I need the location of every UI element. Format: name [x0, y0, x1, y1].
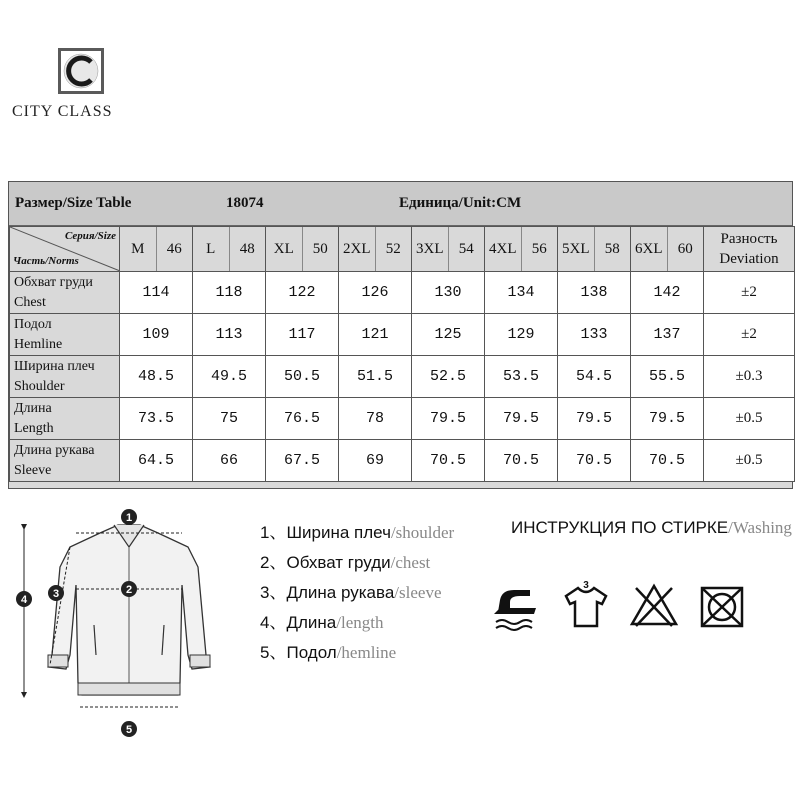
size-col-6: [558, 227, 631, 272]
measurement-cell: 70.5: [558, 440, 631, 482]
washing-title: [511, 518, 792, 538]
norm-label-ru: Обхват груди: [14, 274, 93, 290]
table-row: [10, 440, 795, 482]
deviation-cell: ±0.5: [704, 440, 795, 482]
size-col-3: [339, 227, 412, 272]
size-letter: L: [193, 227, 230, 271]
measurement-cell: 130: [412, 272, 485, 314]
measurement-cell: 117: [266, 314, 339, 356]
table-title: Размер/Size Table: [15, 195, 132, 211]
measurement-cell: 114: [120, 272, 193, 314]
table-header: [9, 182, 792, 226]
no-tumble-dry-icon: [694, 578, 750, 634]
model-number: 18074: [226, 195, 264, 211]
measurement-cell: 133: [558, 314, 631, 356]
size-letter: 6XL: [631, 227, 668, 271]
marker-1-label: 1: [125, 512, 133, 524]
measurement-cell: 51.5: [339, 356, 412, 398]
marker-5: [121, 721, 137, 737]
marker-3-label: 3: [52, 588, 60, 600]
measurement-cell: 55.5: [631, 356, 704, 398]
legend-num: 3、: [260, 583, 287, 602]
brand-name: CITY CLASS: [12, 103, 113, 120]
size-col-2: [266, 227, 339, 272]
size-letter: 2XL: [339, 227, 376, 271]
size-number: 48: [239, 240, 255, 257]
legend-ru: Подол: [286, 643, 337, 662]
legend-en: /sleeve: [394, 583, 442, 602]
size-grid: [9, 226, 795, 482]
norm-label-en: Chest: [14, 294, 46, 310]
size-letter: 3XL: [412, 227, 449, 271]
norm-label-cell: [10, 398, 120, 440]
size-letter: 5XL: [558, 227, 595, 271]
measurement-cell: 125: [412, 314, 485, 356]
measurement-cell: 79.5: [412, 398, 485, 440]
legend-item: [260, 548, 454, 578]
deviation-cell: ±0.5: [704, 398, 795, 440]
marker-2: [121, 581, 137, 597]
measurement-cell: 69: [339, 440, 412, 482]
norm-label-en: Shoulder: [14, 378, 65, 394]
svg-text:3: 3: [583, 580, 589, 591]
measurement-cell: 134: [485, 272, 558, 314]
legend-ru: Обхват груди: [286, 553, 391, 572]
size-letter: 4XL: [485, 227, 522, 271]
size-number: 52: [385, 240, 401, 257]
jacket-measurement-diagram: [10, 505, 225, 745]
norm-label-ru: Длина: [14, 400, 52, 416]
unit-label: Единица/Unit:CM: [399, 195, 522, 211]
measurement-cell: 126: [339, 272, 412, 314]
legend-en: /hemline: [336, 643, 397, 662]
size-number: 46: [166, 240, 182, 257]
norm-label-cell: [10, 272, 120, 314]
marker-3: [48, 585, 64, 601]
norm-label-cell: [10, 314, 120, 356]
norm-label-en: Hemline: [14, 336, 63, 352]
norm-label-ru: Ширина плеч: [14, 358, 95, 374]
deviation-ru: Разность: [720, 231, 778, 247]
deviation-en: Deviation: [719, 251, 779, 267]
legend-ru: Ширина плеч: [286, 523, 391, 542]
norm-label-cell: [10, 356, 120, 398]
measurement-cell: 109: [120, 314, 193, 356]
size-letter: M: [120, 227, 157, 271]
measurement-cell: 50.5: [266, 356, 339, 398]
deviation-header: [704, 227, 795, 272]
measurement-cell: 52.5: [412, 356, 485, 398]
measurement-cell: 76.5: [266, 398, 339, 440]
norm-label-ru: Подол: [14, 316, 52, 332]
legend-num: 1、: [260, 523, 287, 542]
table-row: [10, 398, 795, 440]
size-table: [8, 181, 793, 489]
measurement-cell: 48.5: [120, 356, 193, 398]
measurement-cell: 121: [339, 314, 412, 356]
measurement-cell: 137: [631, 314, 704, 356]
measurement-cell: 70.5: [631, 440, 704, 482]
measurement-cell: 75: [193, 398, 266, 440]
measurement-cell: 66: [193, 440, 266, 482]
size-col-4: [412, 227, 485, 272]
size-col-7: [631, 227, 704, 272]
marker-4: [16, 591, 32, 607]
measurement-cell: 138: [558, 272, 631, 314]
measurement-cell: 64.5: [120, 440, 193, 482]
size-number: 60: [677, 240, 693, 257]
size-number: 54: [458, 240, 474, 257]
measurement-cell: 67.5: [266, 440, 339, 482]
measurement-cell: 79.5: [558, 398, 631, 440]
deviation-cell: ±2: [704, 272, 795, 314]
measurement-cell: 122: [266, 272, 339, 314]
table-row: [10, 314, 795, 356]
size-header-row: [10, 227, 795, 272]
washing-title-en: /Washing: [728, 518, 792, 537]
size-col-5: [485, 227, 558, 272]
measurement-legend: [260, 518, 454, 668]
corner-size-label: Серия/Size: [65, 230, 116, 242]
marker-5-label: 5: [125, 724, 133, 736]
legend-en: /shoulder: [390, 523, 455, 542]
measurement-cell: 70.5: [412, 440, 485, 482]
legend-num: 2、: [260, 553, 287, 572]
washing-title-ru: ИНСТРУКЦИЯ ПО СТИРКЕ: [511, 518, 729, 537]
measurement-cell: 49.5: [193, 356, 266, 398]
marker-4-label: 4: [20, 594, 28, 606]
legend-item: [260, 638, 454, 668]
size-number: 50: [312, 240, 328, 257]
measurement-cell: 70.5: [485, 440, 558, 482]
corner-cell: [10, 227, 120, 272]
no-bleach-icon: [626, 578, 682, 634]
corner-norms-label: Часть/Norms: [13, 255, 79, 267]
legend-en: /chest: [390, 553, 431, 572]
legend-num: 5、: [260, 643, 287, 662]
iron-icon: [490, 578, 546, 634]
size-number: 58: [604, 240, 620, 257]
deviation-cell: ±0.3: [704, 356, 795, 398]
measurement-cell: 129: [485, 314, 558, 356]
marker-2-label: 2: [125, 584, 133, 596]
legend-item: [260, 608, 454, 638]
hang-dry-icon: [558, 578, 614, 634]
norm-label-en: Length: [14, 420, 54, 436]
norm-label-cell: [10, 440, 120, 482]
measurement-cell: 79.5: [631, 398, 704, 440]
legend-ru: Длина рукава: [286, 583, 395, 602]
legend-item: [260, 578, 454, 608]
measurement-cell: 54.5: [558, 356, 631, 398]
measurement-cell: 79.5: [485, 398, 558, 440]
size-col-0: [120, 227, 193, 272]
measurement-cell: 118: [193, 272, 266, 314]
legend-item: [260, 518, 454, 548]
measurement-cell: 53.5: [485, 356, 558, 398]
norm-label-en: Sleeve: [14, 462, 52, 478]
size-letter: XL: [266, 227, 303, 271]
size-number: 56: [531, 240, 547, 257]
measurement-cell: 142: [631, 272, 704, 314]
legend-ru: Длина: [286, 613, 337, 632]
measurement-cell: 78: [339, 398, 412, 440]
table-row: [10, 272, 795, 314]
norm-label-ru: Длина рукава: [14, 442, 95, 458]
deviation-cell: ±2: [704, 314, 795, 356]
size-col-1: [193, 227, 266, 272]
measurement-cell: 73.5: [120, 398, 193, 440]
marker-1: [121, 509, 137, 525]
measurement-cell: 113: [193, 314, 266, 356]
legend-en: /length: [336, 613, 384, 632]
legend-num: 4、: [260, 613, 287, 632]
table-row: [10, 356, 795, 398]
brand-logo: [58, 48, 104, 94]
